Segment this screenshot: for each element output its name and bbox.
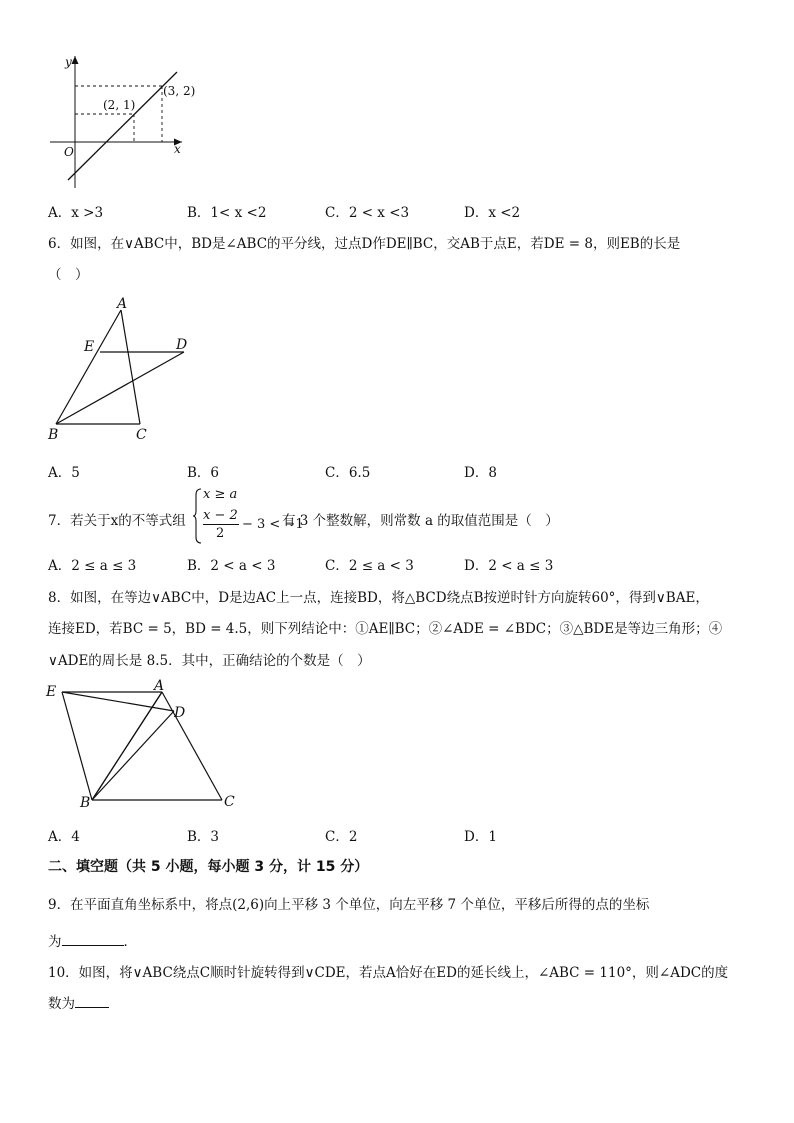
q8-label-a: A [154,678,165,694]
q5-point2-label: (3, 2) [163,84,196,98]
q8-label-c: C [224,794,235,810]
q10-question-line2 [48,992,109,1012]
q5-origin-label: O [64,145,74,159]
q5-x-label: x [174,142,181,156]
q9-question-line1: 9．在平面直角坐标系中，将点(2,6)向上平移 3 个单位，向左平移 7 个单位，平移后所得的点的坐标 [48,897,650,913]
q8-question-line1: 8．如图，在等边∨ABC中，D是边AC上一点，连接BD，将△BCD绕点B按逆时针方向旋转60°，得到∨BAE， [48,590,709,606]
q9-period: ． [123,934,137,950]
q5-option-d[interactable]: D．x <2 [464,205,521,221]
q6-question-text: 6．如图，在∨ABC中，BD是∠ABC的平分线，过点D作DE∥BC，交AB于点E，若DE = 8，则EB的长是 [48,236,681,252]
q7-option-b[interactable]: B．2 < a < 3 [187,558,276,574]
q6-label-a: A [117,296,128,312]
q6-label-e: E [84,339,95,355]
q9-question-line2 [48,930,137,950]
q6-option-c[interactable]: C．6.5 [325,465,371,481]
q8-label-b: B [80,795,91,811]
q5-option-c[interactable]: C．2 < x <3 [325,205,410,221]
q7-inequality-top: x ≥ a [203,487,238,502]
q8-option-a[interactable]: A．4 [48,829,80,845]
q10-answer-blank[interactable] [75,994,109,1008]
q7-option-a[interactable]: A．2 ≤ a ≤ 3 [48,558,137,574]
q6-label-d: D [176,337,188,353]
q7-inequality-tail: − 3 < −1 [242,517,304,532]
q9-answer-blank[interactable] [62,932,124,946]
q5-point1-label: (2, 1) [103,98,136,112]
q6-answer-bracket: （ ） [48,267,89,283]
q10-question-line1: 10．如图，将∨ABC绕点C顺时针旋转得到∨CDE，若点A恰好在ED的延长线上，∠ABC = 110°，则∠ADC的度 [48,965,729,981]
q8-question-line2: 连接ED，若BC = 5，BD = 4.5，则下列结论中：①AE∥BC；②∠ADE = ∠BDC；③△BDE是等边三角形；④ [48,621,723,637]
q8-option-d[interactable]: D．1 [464,829,497,845]
q6-label-c: C [136,427,147,442]
q5-y-label: y [65,55,72,69]
q8-question-line3: ∨ADE的周长是 8.5．其中，正确结论的个数是（ ） [48,653,371,669]
q6-label-b: B [48,427,59,442]
q5-option-b[interactable]: B．1< x <2 [187,205,267,221]
q8-option-b[interactable]: B．3 [187,829,220,845]
q6-option-b[interactable]: B．6 [187,465,220,481]
q8-label-d: D [174,705,186,721]
section-heading-fill-in: 二、填空题（共 5 小题，每小题 3 分，计 15 分） [48,859,369,875]
q7-suffix-text: 有 3 个整数解，则常数 a 的取值范围是（ ） [282,513,559,529]
q7-option-d[interactable]: D．2 < a ≤ 3 [464,558,554,574]
q5-coordinate-figure [40,50,220,190]
q8-rotation-figure [42,675,242,815]
q7-prefix-text: 7．若关于x的不等式组 [48,513,186,529]
q7-brace-icon [192,487,202,545]
q9-prefix: 为 [48,934,62,950]
q10-prefix: 数为 [48,996,75,1012]
q7-option-c[interactable]: C．2 ≤ a < 3 [325,558,414,574]
q7-inequality-system [192,487,304,545]
q8-option-c[interactable]: C．2 [325,829,358,845]
q7-fraction-denominator: 2 [216,526,225,541]
q6-option-d[interactable]: D．8 [464,465,497,481]
q5-option-a[interactable]: A．x >3 [48,205,104,221]
q6-option-a[interactable]: A．5 [48,465,80,481]
q7-fraction-numerator: x − 2 [203,508,238,523]
q6-triangle-figure [44,292,204,442]
q8-label-e: E [46,684,57,700]
